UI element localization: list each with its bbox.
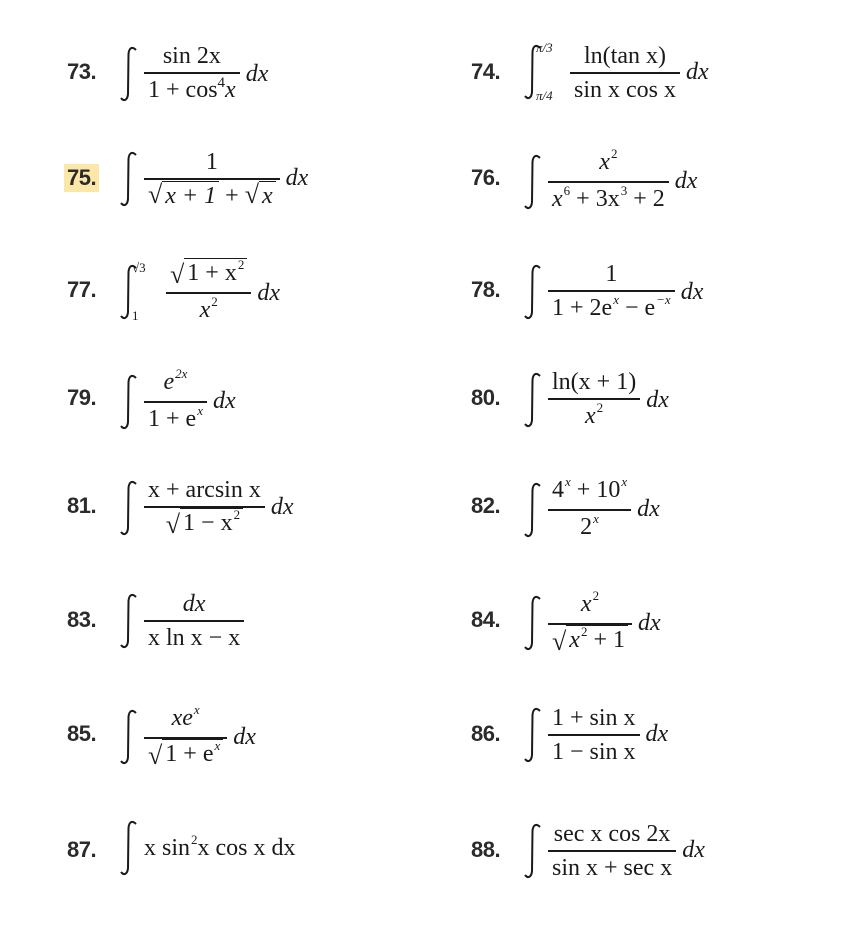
integral-sign (522, 370, 544, 430)
numerator: 1 (205, 149, 218, 175)
problem-76 (468, 146, 852, 246)
fraction (548, 474, 631, 546)
fraction (144, 588, 244, 654)
fraction (548, 818, 676, 884)
problem-number: 78. (471, 277, 501, 302)
integral-sign (118, 818, 140, 878)
problem-88 (468, 818, 852, 918)
problem-81 (64, 474, 484, 574)
numerator: $4^x + 10^x$ (552, 474, 628, 503)
differential: dx (270, 494, 294, 521)
problem-number: 85. (67, 721, 97, 746)
integral-sign (118, 591, 140, 651)
integral-sign (522, 593, 544, 653)
denominator: $1 + e^x$ (148, 402, 203, 432)
fraction (570, 40, 680, 106)
problem-number: 83. (67, 607, 97, 632)
square-root: √ $1 + x^2$ (170, 258, 247, 290)
fraction (548, 366, 640, 435)
fraction (548, 702, 640, 768)
problem-87 (64, 818, 484, 918)
problem-number: 82. (471, 493, 501, 518)
square-root: √ x + 1 (148, 180, 219, 210)
differential: dx (637, 609, 661, 636)
fraction (144, 40, 240, 109)
differential: dx (245, 60, 269, 87)
denominator: $x^6 + 3x^3 + 2$ (552, 182, 665, 212)
upper-limit: √3 (132, 260, 146, 276)
problem-number: 81. (67, 493, 97, 518)
denominator: sin x cos x (574, 76, 676, 103)
numerator: sin 2x (162, 43, 221, 69)
denominator (162, 508, 247, 542)
fraction (144, 366, 207, 438)
numerator: x + arcsin x (148, 477, 261, 503)
denominator: sin x + sec x (552, 854, 673, 881)
integral-sign (522, 152, 544, 212)
fraction (548, 258, 675, 327)
problem-83 (64, 588, 484, 688)
problem-74 (468, 40, 852, 140)
problem-84 (468, 588, 852, 688)
problem-85 (64, 702, 484, 802)
problem-number: 87. (67, 837, 97, 862)
differential: dx (645, 721, 669, 748)
problem-75 (64, 146, 484, 246)
denominator: √ x + 1 + √ x (144, 180, 280, 212)
square-root: √ $x^2 + 1$ (552, 625, 628, 657)
integrand: x $\sin^2x$ cos x dx (144, 831, 296, 861)
differential: dx (257, 279, 280, 306)
numerator: ln(x + 1) (552, 369, 637, 395)
square-root: √ $1 + e^x$ (148, 739, 223, 771)
fraction (144, 702, 227, 773)
denominator: $1 + 2e^x - e^{-x}$ (552, 291, 671, 321)
problem-number-highlighted: 75. (64, 164, 99, 192)
fraction (144, 474, 265, 542)
differential: dx (285, 165, 309, 192)
lower-limit: 1 (132, 308, 139, 324)
problem-number: 79. (67, 385, 97, 410)
integral-sign (118, 707, 140, 767)
integral-sign (118, 372, 140, 432)
lower-limit: π/4 (536, 87, 553, 103)
problem-86 (468, 702, 852, 802)
fraction (548, 588, 632, 659)
integral-sign (118, 149, 140, 209)
numerator: 1 + sin x (552, 705, 636, 731)
differential: dx (646, 386, 669, 413)
definite-integral-sign (522, 39, 566, 104)
problem-82 (468, 474, 852, 574)
differential: dx (637, 496, 660, 523)
integral-sign (522, 705, 544, 765)
integral-sign (522, 480, 544, 540)
problem-number: 76. (471, 165, 501, 190)
problem-80 (468, 366, 852, 466)
problem-number: 80. (471, 385, 501, 410)
denominator: x ln x − x (148, 624, 241, 651)
problem-78 (468, 258, 852, 358)
upper-limit: π/3 (536, 39, 553, 55)
problem-number: 84. (471, 607, 501, 632)
square-root: √ $1 - x^2$ (166, 508, 243, 540)
differential: dx (674, 168, 698, 195)
integral-sign (522, 821, 544, 881)
problem-number: 73. (67, 59, 97, 84)
definite-integral-sign (118, 262, 162, 324)
numerator: dx (182, 591, 206, 617)
denominator: $x^2$ (199, 293, 218, 323)
denominator (548, 625, 632, 659)
differential: dx (682, 837, 705, 864)
problem-79 (64, 366, 484, 466)
problem-77 (64, 258, 484, 358)
denominator: 1 − sin x (552, 738, 636, 765)
square-root: √ x (245, 180, 276, 210)
numerator: $xe^x$ (171, 702, 200, 731)
numerator: $x^2$ (580, 588, 600, 617)
fraction (144, 146, 280, 212)
fraction (548, 146, 669, 218)
integral-sign (118, 478, 140, 538)
numerator: $e^{2x}$ (163, 366, 188, 395)
problem-number: 88. (471, 837, 501, 862)
problem-number: 86. (471, 721, 501, 746)
numerator: 1 (605, 261, 618, 287)
denominator (144, 739, 227, 773)
numerator: sec x cos 2x (553, 821, 671, 847)
denominator: $1 + \cos^4x$ (148, 74, 236, 103)
differential: dx (680, 278, 704, 305)
numerator (166, 258, 251, 292)
problem-73 (64, 40, 484, 140)
differential: dx (686, 59, 709, 86)
differential: dx (212, 388, 236, 415)
problem-number: 77. (67, 277, 97, 302)
numerator: ln(tan x) (584, 43, 666, 69)
integral-sign (522, 262, 544, 322)
fraction (166, 258, 251, 329)
denominator: 2$^x$ (580, 510, 599, 540)
integral-sign (118, 44, 140, 104)
numerator: $x^2$ (599, 146, 618, 175)
differential: dx (233, 723, 256, 750)
problem-number: 74. (471, 59, 501, 84)
denominator: $x^2$ (585, 399, 604, 429)
